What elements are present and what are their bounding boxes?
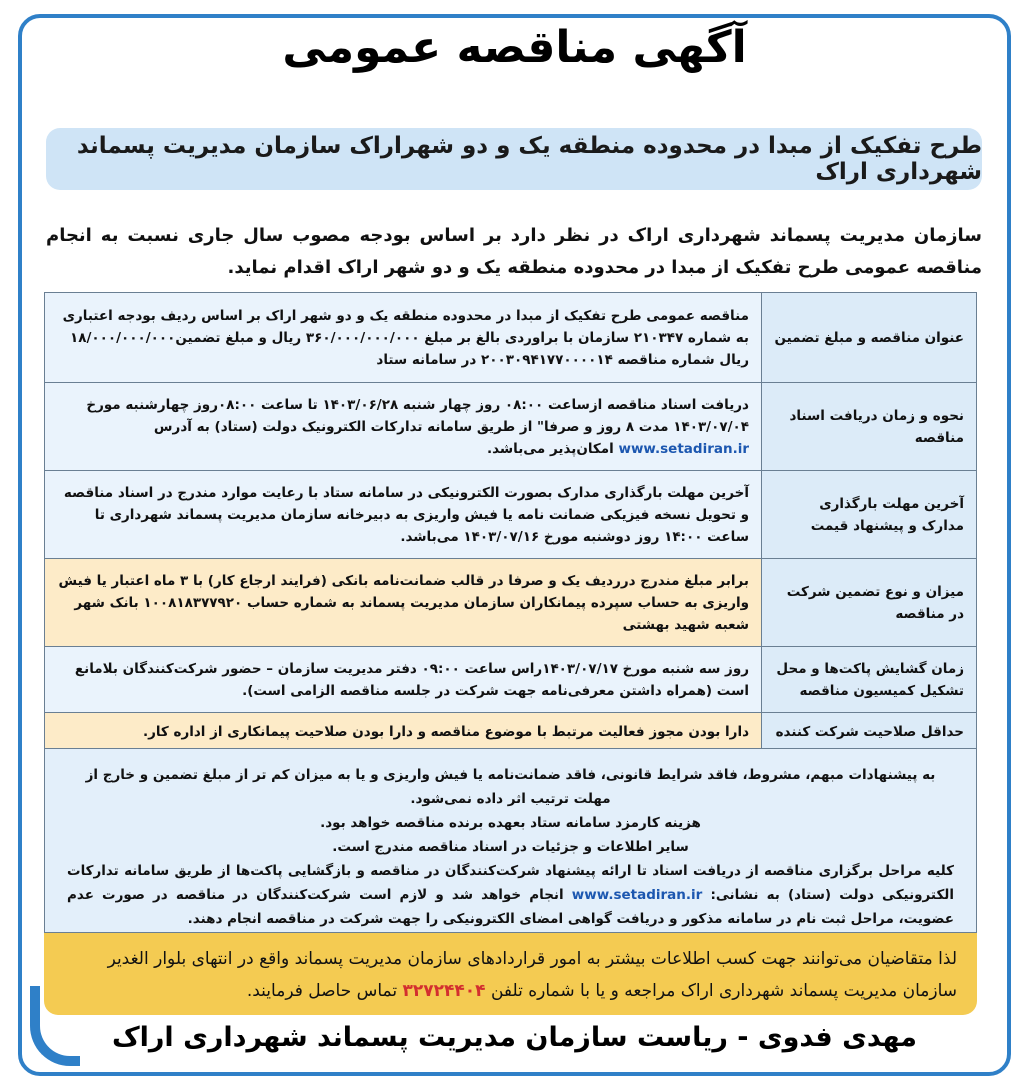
condition-line: هزینه کارمزد سامانه ستاد بعهده برنده مناقصه خواهد بود. bbox=[320, 815, 701, 831]
row-label: نحوه و زمان دریافت اسناد مناقصه bbox=[762, 383, 977, 471]
table-row bbox=[45, 713, 977, 751]
table-row bbox=[45, 471, 977, 559]
tender-details-table bbox=[44, 292, 977, 751]
row-content-text: امکان‌پذیر می‌باشد. bbox=[486, 440, 614, 457]
setadiran-link[interactable]: www.setadiran.ir bbox=[618, 440, 749, 457]
row-label: آخرین مهلت بارگذاری مدارک و پیشنهاد قیمت bbox=[762, 471, 977, 559]
contact-text: تماس حاصل فرمایند. bbox=[246, 981, 398, 1001]
table-row bbox=[45, 383, 977, 471]
tender-subtitle: طرح تفکیک از مبدا در محدوده منطقه یک و دو شهراراک سازمان مدیریت پسماند شهرداری اراک bbox=[46, 128, 982, 190]
row-label: حداقل صلاحیت شرکت کننده bbox=[762, 713, 977, 751]
condition-text: انجام خواهد شد و لازم است شرکت‌کنندگان در مناقصه در صورت عدم عضویت، مراحل ثبت نام در سامانه مذکور و دریافت گواهی امضای الکترونیکی را جهت شرکت در مناقصه انجام دهند. bbox=[67, 887, 954, 927]
row-label: عنوان مناقصه و مبلغ تضمین bbox=[762, 293, 977, 383]
row-content: برابر مبلغ مندرج درردیف یک و صرفا در قالب ضمانت‌نامه بانکی (فرایند ارجاع کار) با ۳ ماه اعتبار یا فیش واریزی به حساب سپرده پیمانکاران سازمان مدیریت پسماند به شماره حساب ۱۰۰۸۱۸۳۷۷۹۲۰ بانک شهر شعبه شهید بهشتی bbox=[45, 559, 762, 647]
signature-line: مهدی فدوی - ریاست سازمان مدیریت پسماند شهرداری اراک bbox=[111, 1022, 917, 1053]
conditions-box bbox=[44, 748, 977, 933]
table-row bbox=[45, 293, 977, 383]
row-label: زمان گشایش پاکت‌ها و محل تشکیل کمیسیون مناقصه bbox=[762, 647, 977, 713]
page-title: آگهی مناقصه عمومی bbox=[282, 22, 747, 73]
phone-number[interactable]: ۳۲۷۲۴۴۰۴ bbox=[402, 981, 486, 1001]
intro-paragraph: سازمان مدیریت پسماند شهرداری اراک در نظر دارد بر اساس بودجه مصوب سال جاری نسبت به انجام مناقصه عمومی طرح تفکیک از مبدا در محدوده منطقه یک و دو شهر اراک اقدام نماید. bbox=[46, 225, 982, 278]
condition-line: سایر اطلاعات و جزئیات در اسناد مناقصه مندرج است. bbox=[332, 839, 689, 855]
contact-box bbox=[44, 933, 977, 1015]
row-content-text: دریافت اسناد مناقصه ازساعت ۰۸:۰۰ روز چهار شنبه ۱۴۰۳/۰۶/۲۸ تا ساعت ۰۸:۰۰روز چهارشنبه مورخ ۱۴۰۳/۰۷/۰۴ مدت ۸ روز و صرفا" از طریق سامانه تدارکات الکترونیک دولت (ستاد) به آدرس bbox=[86, 396, 749, 435]
setadiran-link[interactable]: www.setadiran.ir bbox=[571, 887, 703, 903]
row-content: آخرین مهلت بارگذاری مدارک بصورت الکترونیکی در سامانه ستاد با رعایت موارد مندرج در اسناد مناقصه و تحویل نسخه فیزیکی ضمانت نامه یا فیش واریزی به دبیرخانه سازمان مدیریت پسماند شهرداری تا ساعت ۱۴:۰۰ روز دوشنبه مورخ ۱۴۰۳/۰۷/۱۶ می‌باشد. bbox=[45, 471, 762, 559]
row-content: مناقصه عمومی طرح تفکیک از مبدا در محدوده منطقه یک و دو شهر اراک بر اساس ردیف بودجه اعتباری به شماره ۲۱۰۳۴۷ سازمان با براوردی بالغ بر مبلغ ۳۶۰/۰۰۰/۰۰۰/۰۰۰ ریال و مبلغ تضمین۱۸/۰۰۰/۰۰۰/۰۰۰ ریال شماره مناقصه ۲۰۰۳۰۹۴۱۷۷۰۰۰۰۱۴ در سامانه ستاد bbox=[45, 293, 762, 383]
contact-text: لذا متقاضیان می‌توانند جهت کسب اطلاعات بیشتر به امور قراردادهای سازمان مدیریت پسماند واقع در انتهای بلوار الغدیر سازمان مدیریت پسماند شهرداری اراک مراجعه و یا با شماره تلفن bbox=[107, 949, 957, 1001]
table-row bbox=[45, 647, 977, 713]
row-content: روز سه شنبه مورخ ۱۴۰۳/۰۷/۱۷راس ساعت ۰۹:۰۰ دفتر مدیریت سازمان – حضور شرکت‌کنندگان بلامانع است (همراه داشتن معرفی‌نامه جهت شرکت در جلسه مناقصه الزامی است). bbox=[45, 647, 762, 713]
row-content: دارا بودن مجوز فعالیت مرتبط با موضوع مناقصه و دارا بودن صلاحیت پیمانکاری از اداره کار. bbox=[45, 713, 762, 751]
condition-line bbox=[67, 859, 954, 931]
condition-text: کلیه مراحل برگزاری مناقصه از دریافت اسناد تا ارائه پیشنهاد شرکت‌کنندگان در مناقصه و بازگشایی پاکت‌ها از طریق سامانه تدارکات الکترونیکی دولت (ستاد) به نشانی: bbox=[67, 863, 954, 903]
condition-line: به پیشنهادات مبهم، مشروط، فاقد شرایط قانونی، فاقد ضمانت‌نامه یا فیش واریزی و یا به میزان کم تر از مبلغ تضمین و خارج از مهلت ترتیب اثر داده نمی‌شود. bbox=[85, 767, 936, 807]
row-label: میزان و نوع تضمین شرکت در مناقصه bbox=[762, 559, 977, 647]
table-row bbox=[45, 559, 977, 647]
row-content bbox=[45, 383, 762, 471]
